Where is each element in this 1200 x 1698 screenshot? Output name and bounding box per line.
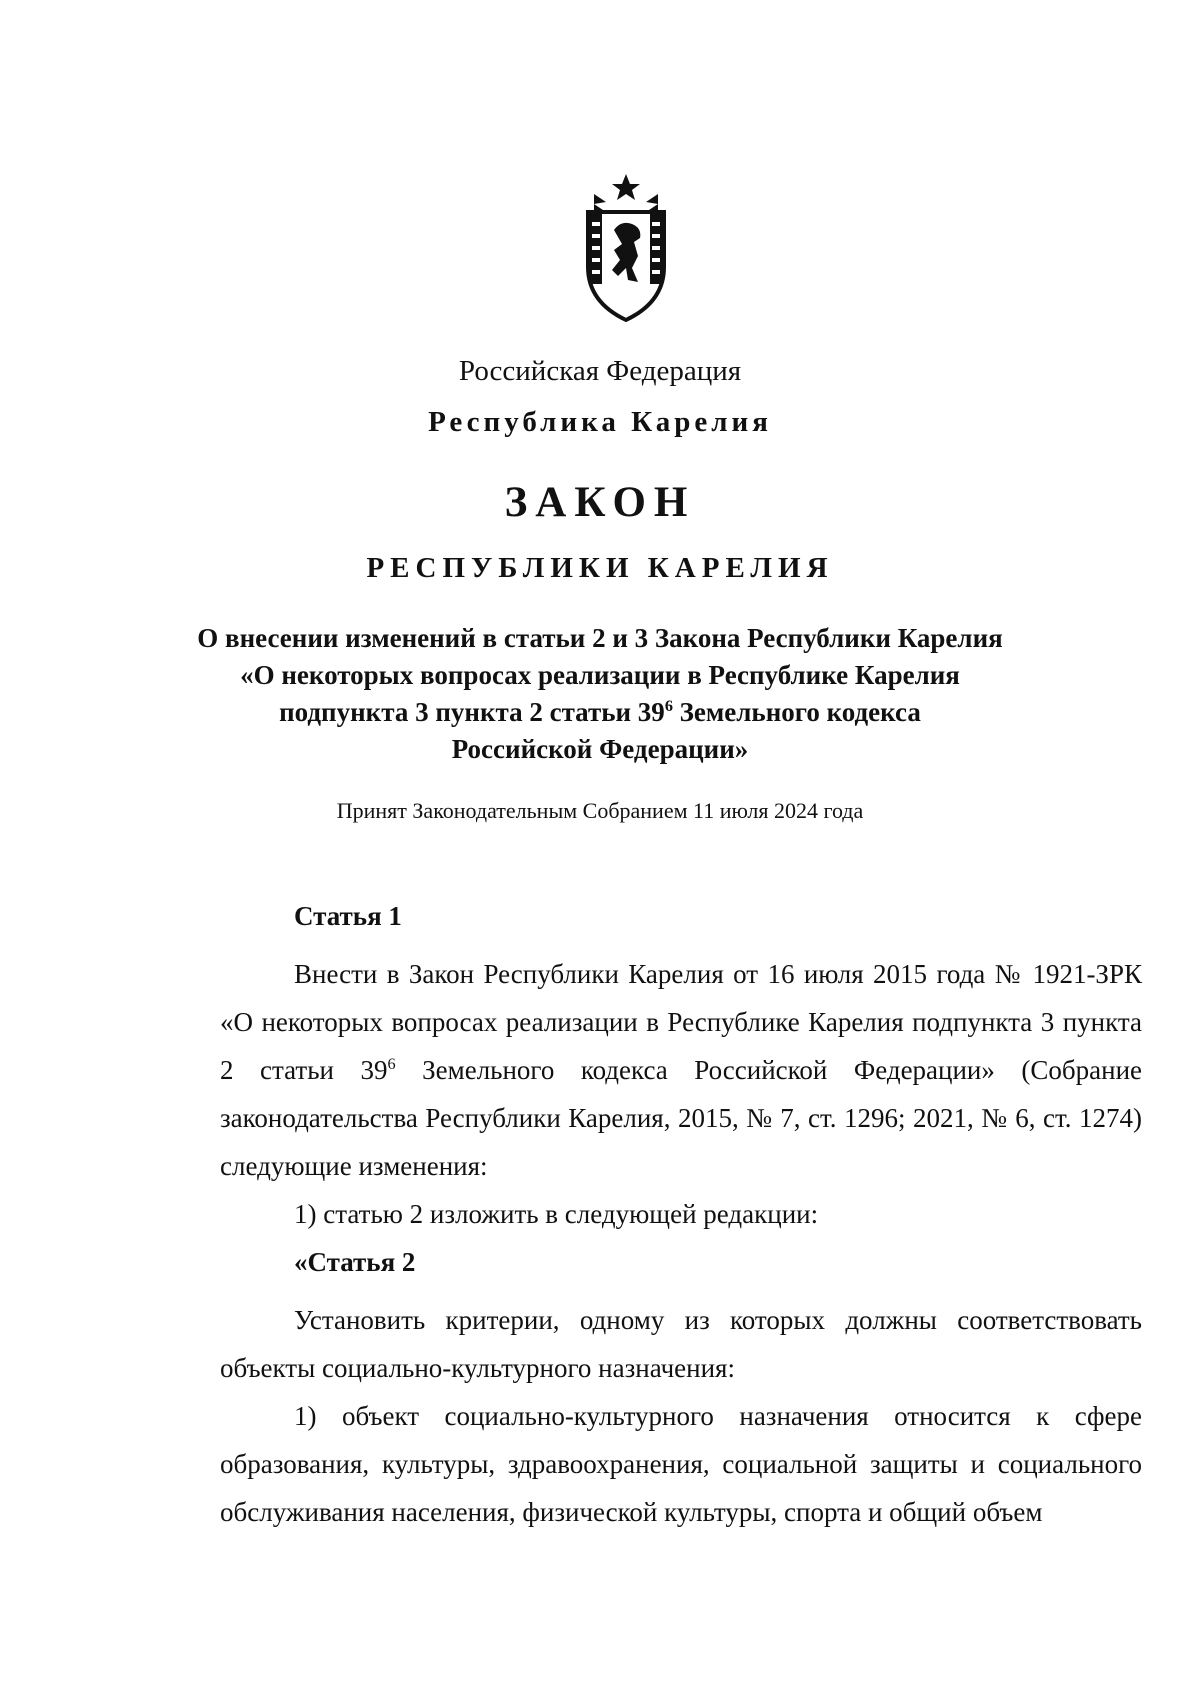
article-2-heading: «Статья 2 xyxy=(294,1247,416,1277)
subject-line-4: Российской Федерации» xyxy=(451,734,749,764)
article-1-superscript: 6 xyxy=(387,1055,396,1073)
republic-name: Республика Карелия xyxy=(428,406,772,438)
article-1-paragraph-end: Земельного кодекса Российской Федерации» (Собрание законодательства Республики Карелия, 2015, № 7, ст. 1296; 2021, № 6, ст. 1274) следующие изменения: xyxy=(220,1055,1142,1181)
law-body xyxy=(220,892,1142,1536)
law-subject xyxy=(0,620,1200,768)
subject-line-1: О внесении изменений в статьи 2 и 3 Закона Республики Карелия xyxy=(197,623,1003,653)
subject-line-2: «О некоторых вопросах реализации в Республике Карелия xyxy=(240,660,960,690)
article-1-item-1: 1) статью 2 изложить в следующей редакции: xyxy=(294,1199,819,1229)
subject-line-3 xyxy=(0,694,1200,731)
subject-line-3-start: подпункта 3 пункта 2 статьи 39 xyxy=(279,697,665,727)
article-2-paragraph: Установить критерии, одному из которых должны соответствовать объекты социально-культурного назначения: xyxy=(220,1305,1142,1383)
adoption-note: Принят Законодательным Собранием 11 июля 2024 года xyxy=(336,798,864,823)
country-name: Российская Федерация xyxy=(458,355,742,387)
article-1-paragraph xyxy=(220,950,1142,1190)
document-issuer: РЕСПУБЛИКИ КАРЕЛИЯ xyxy=(366,552,834,584)
subject-superscript: 6 xyxy=(664,697,673,715)
article-2-item-1: 1) объект социально-культурного назначения относится к сфере образования, культуры, здравоохранения, социальной защиты и социального обслуживания населения, физической культуры, спорта и общий объем xyxy=(220,1401,1142,1527)
document-type-title: ЗАКОН xyxy=(504,479,696,526)
karelia-coat-of-arms-emblem xyxy=(576,172,676,322)
article-1-heading: Статья 1 xyxy=(294,901,402,931)
subject-line-3-end: Земельного кодекса xyxy=(672,697,921,727)
article-1-paragraph-start: Внести в Закон Республики Карелия от 16 июля 2015 года № 1921-ЗРК «О некоторых вопросах реализации в Республике Карелия подпункта 3 пункта 2 статьи 39 xyxy=(220,959,1142,1085)
